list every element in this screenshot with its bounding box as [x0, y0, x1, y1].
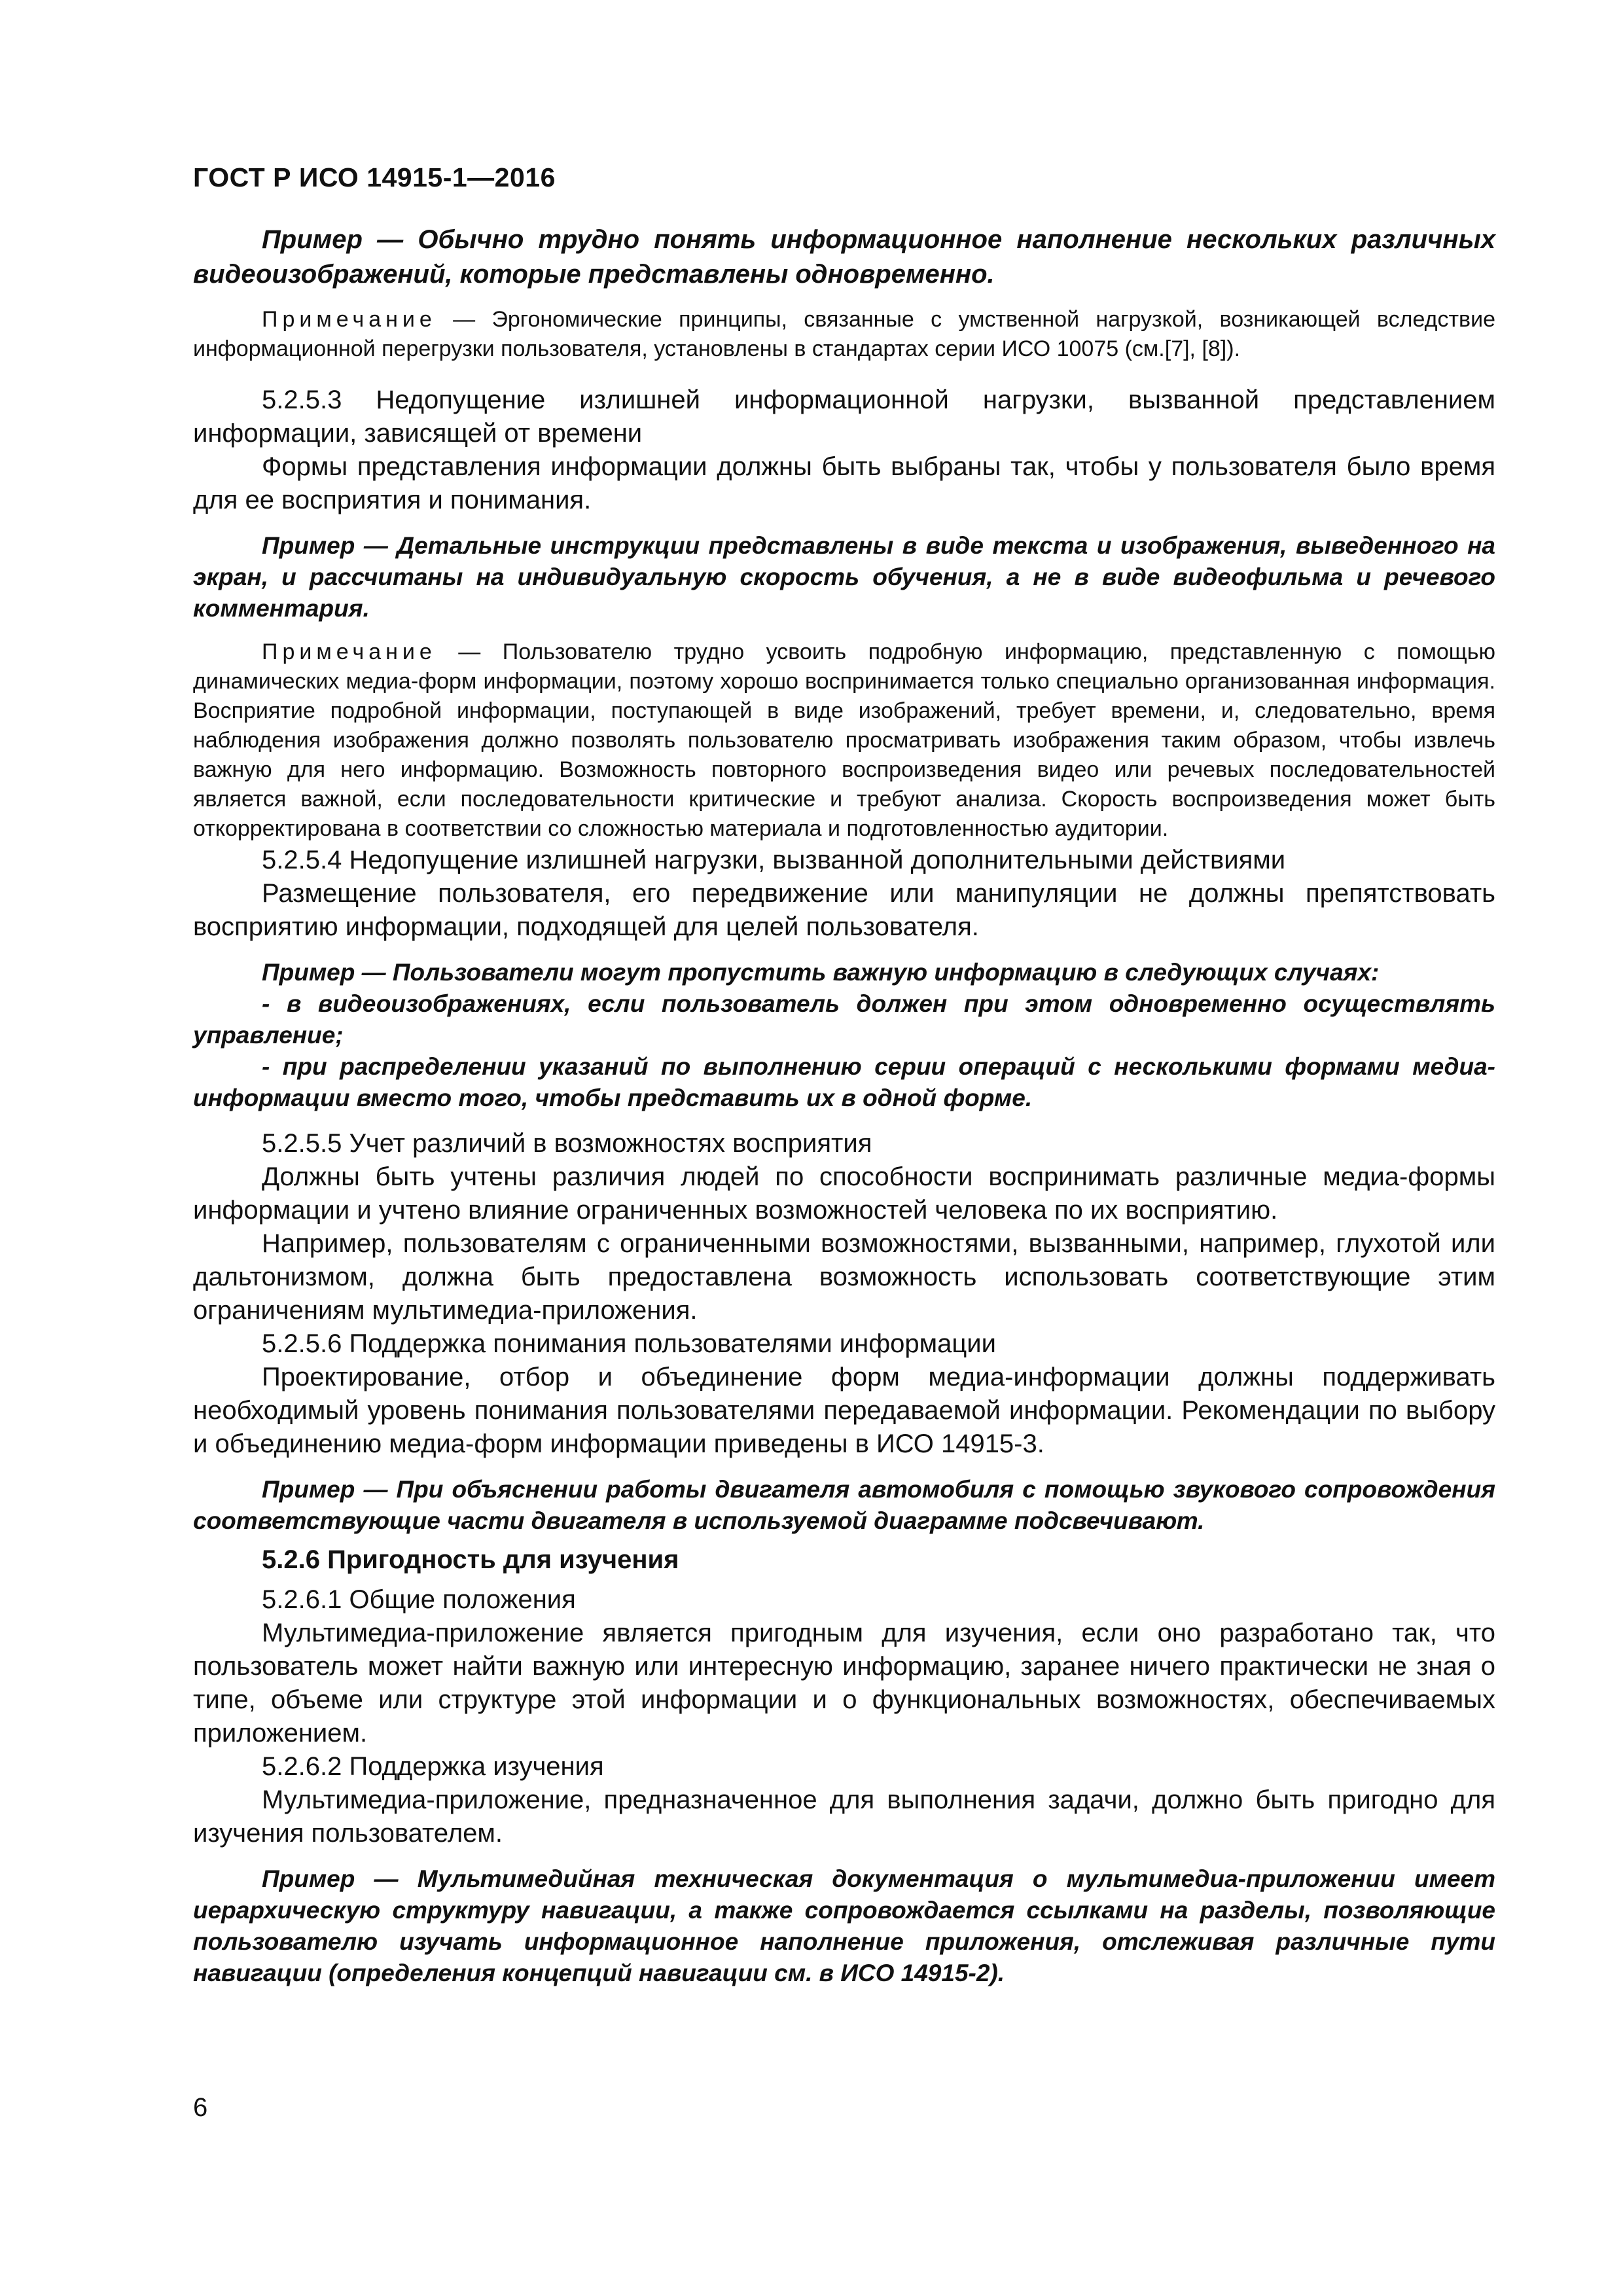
example-paragraph: Пример — Детальные инструкции представлены в виде текста и изображения, выведенного на экран, и рассчитаны на индивидуальную скорость обучения, а не в виде видеофильма и речевого комментария.	[193, 532, 1495, 622]
document-header: ГОСТ Р ИСО 14915-1—2016	[193, 162, 556, 192]
example-paragraph: Пример — Мультимедийная техническая документация о мультимедиа-приложении имеет иерархическую структуру навигации, а также сопровождается ссылками на разделы, позволяющие пользователю изучать информационное наполнение приложения, отслеживая различные пути навигации (определения концепций навигации см. в ИСО 14915-2).	[193, 1865, 1495, 1986]
page-body	[193, 223, 1495, 1989]
section-heading: 5.2.5.5 Учет различий в возможностях восприятия	[262, 1129, 872, 1158]
note-paragraph	[193, 305, 1495, 364]
note-text: — Пользователю трудно усвоить подробную информацию, представленную с помощью динамических медиа-форм информации, поэтому хорошо воспринимается только специально организованная информация. Восприятие подробной информации, поступающей в виде изображений, требует времени, и, следовательно, время наблюдения изображения должно позволять пользователю просматривать изображения таким образом, чтобы извлечь важную для него информацию. Возможность повторного воспроизведения видео или речевых последовательностей является важной, если последовательности критические и требуют анализа. Скорость воспроизведения может быть откорректирована в соответствии со сложностью материала и подготовленностью аудитории.	[193, 639, 1495, 841]
body-paragraph: Размещение пользователя, его передвижение или манипуляции не должны препятствовать восприятию информации, подходящей для целей пользователя.	[193, 879, 1495, 941]
section-heading: 5.2.5.4 Недопущение излишней нагрузки, вызванной дополнительными действиями	[262, 846, 1286, 874]
note-label: Примечание	[262, 307, 437, 332]
example-paragraph: Пример — При объяснении работы двигателя автомобиля с помощью звукового сопровождения соответствующие части двигателя в используемой диаграмме подсвечивают.	[193, 1476, 1495, 1534]
example-paragraph: Пример — Обычно трудно понять информационное наполнение нескольких различных видеоизображений, которые представлены одновременно.	[193, 225, 1495, 289]
section-heading: 5.2.6.2 Поддержка изучения	[262, 1752, 604, 1781]
section-heading: 5.2.6.1 Общие положения	[262, 1585, 576, 1614]
body-paragraph: Проектирование, отбор и объединение форм медиа-информации должны поддерживать необходимый уровень понимания пользователями передаваемой информации. Рекомендации по выбору и объединению медиа-форм информации приведены в ИСО 14915-3.	[193, 1363, 1495, 1458]
body-paragraph: Мультимедиа-приложение является пригодным для изучения, если оно разработано так, что пользователь может найти важную или интересную информацию, заранее ничего практически не зная о типе, объеме или структуре этой информации и о функциональных возможностях, обеспечиваемых приложением.	[193, 1619, 1495, 1748]
section-heading: 5.2.5.6 Поддержка понимания пользователями информации	[262, 1329, 996, 1358]
body-paragraph: Должны быть учтены различия людей по способности воспринимать различные медиа-формы информации и учтено влияние ограниченных возможностей человека по их восприятию.	[193, 1162, 1495, 1225]
body-paragraph: Формы представления информации должны быть выбраны так, чтобы у пользователя было время для ее восприятия и понимания.	[193, 452, 1495, 514]
section-heading: 5.2.5.3 Недопущение излишней информационной нагрузки, вызванной представлением информации, зависящей от времени	[193, 386, 1495, 448]
note-paragraph	[193, 637, 1495, 844]
note-text: — Эргономические принципы, связанные с умственной нагрузкой, возникающей вследствие информационной перегрузки пользователя, установлены в стандартах серии ИСО 10075 (см.[7], [8]).	[193, 307, 1495, 361]
page-number: 6	[193, 2093, 208, 2122]
body-paragraph: Мультимедиа-приложение, предназначенное для выполнения задачи, должно быть пригодно для изучения пользователем.	[193, 1785, 1495, 1848]
example-list-item: - при распределении указаний по выполнению серии операций с несколькими формами медиа-информации вместо того, чтобы представить их в одной форме.	[193, 1053, 1495, 1111]
example-paragraph: Пример — Пользователи могут пропустить важную информацию в следующих случаях:	[262, 959, 1380, 986]
subsection-heading: 5.2.6 Пригодность для изучения	[262, 1545, 679, 1574]
body-paragraph: Например, пользователям с ограниченными возможностями, вызванными, например, глухотой или дальтонизмом, должна быть предоставлена возможность использовать соответствующие этим ограничениям мультимедиа-приложения.	[193, 1229, 1495, 1325]
example-list-item: - в видеоизображениях, если пользователь должен при этом одновременно осуществлять управление;	[193, 990, 1495, 1049]
note-label: Примечание	[262, 639, 437, 664]
